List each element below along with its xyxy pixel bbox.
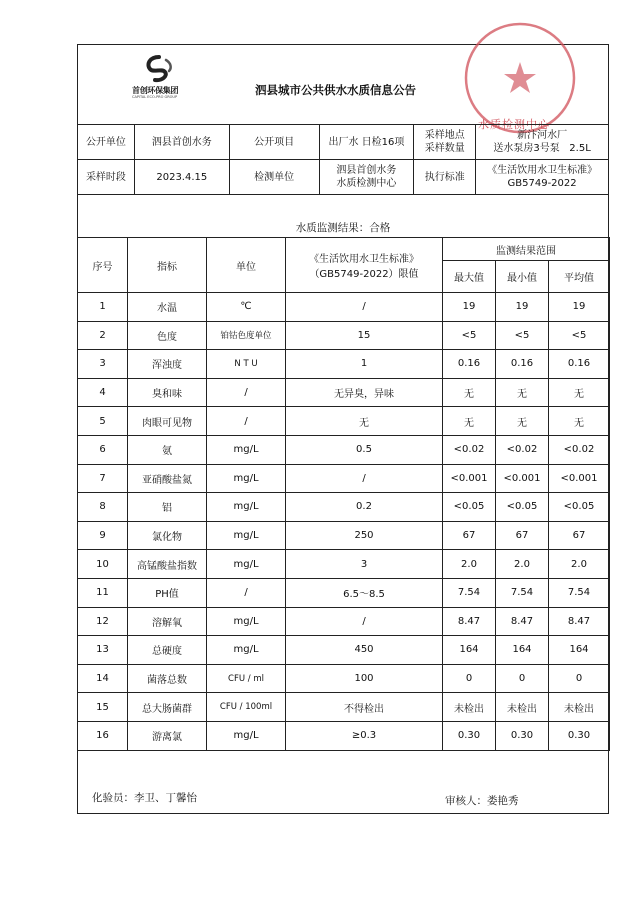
header-limit-line2: （GB5749-2022）限值 bbox=[309, 269, 419, 280]
row-min: 67 bbox=[496, 521, 549, 550]
logo-name: 首创环保集团 bbox=[132, 86, 179, 95]
row-no: 15 bbox=[78, 693, 128, 722]
row-limit: 0.2 bbox=[286, 493, 443, 522]
row-avg: 无 bbox=[549, 407, 610, 436]
header-avg: 平均值 bbox=[549, 261, 610, 293]
row-no: 16 bbox=[78, 721, 128, 750]
row-indicator: 游离氯 bbox=[128, 721, 207, 750]
row-no: 13 bbox=[78, 636, 128, 665]
row-min: 19 bbox=[496, 293, 549, 322]
row-min: 2.0 bbox=[496, 550, 549, 579]
company-logo bbox=[132, 54, 188, 100]
row-min: <0.02 bbox=[496, 435, 549, 464]
row-avg: 无 bbox=[549, 378, 610, 407]
table-row bbox=[78, 693, 610, 722]
page-title: 泗县城市公共供水水质信息公告 bbox=[255, 83, 416, 97]
results-table bbox=[77, 237, 610, 751]
row-unit: CFU / ml bbox=[207, 664, 286, 693]
row-avg: 2.0 bbox=[549, 550, 610, 579]
row-min: 0 bbox=[496, 664, 549, 693]
row-min: <0.05 bbox=[496, 493, 549, 522]
table-row bbox=[78, 607, 610, 636]
row-max: 8.47 bbox=[443, 607, 496, 636]
row-indicator: 肉眼可见物 bbox=[128, 407, 207, 436]
row-no: 14 bbox=[78, 664, 128, 693]
sample-site-value bbox=[476, 125, 609, 160]
row-limit: 1 bbox=[286, 350, 443, 379]
row-max: 164 bbox=[443, 636, 496, 665]
standard-line2: GB5749-2022 bbox=[507, 178, 577, 189]
row-unit: mg/L bbox=[207, 721, 286, 750]
row-max: 0 bbox=[443, 664, 496, 693]
header-indicator: 指标 bbox=[128, 238, 207, 293]
sample-qty: 2.5L bbox=[569, 143, 591, 154]
row-avg: 0.30 bbox=[549, 721, 610, 750]
row-limit: 450 bbox=[286, 636, 443, 665]
table-row bbox=[78, 664, 610, 693]
row-min: 未检出 bbox=[496, 693, 549, 722]
row-avg: <5 bbox=[549, 321, 610, 350]
row-limit: / bbox=[286, 607, 443, 636]
logo-subtitle: CAPITAL ECO-PRO GROUP bbox=[132, 95, 178, 99]
publisher-label: 公开单位 bbox=[78, 125, 135, 160]
header-limit bbox=[286, 238, 443, 293]
row-avg: 164 bbox=[549, 636, 610, 665]
row-indicator: 色度 bbox=[128, 321, 207, 350]
row-max: 无 bbox=[443, 407, 496, 436]
row-max: 7.54 bbox=[443, 578, 496, 607]
row-no: 9 bbox=[78, 521, 128, 550]
row-no: 6 bbox=[78, 435, 128, 464]
table-row bbox=[78, 350, 610, 379]
row-unit: / bbox=[207, 578, 286, 607]
lab-value bbox=[319, 160, 414, 195]
header-min: 最小值 bbox=[496, 261, 549, 293]
row-limit: ≥0.3 bbox=[286, 721, 443, 750]
row-avg: 未检出 bbox=[549, 693, 610, 722]
reviewer-signature: 审核人：娄艳秀 bbox=[445, 795, 519, 807]
row-min: 8.47 bbox=[496, 607, 549, 636]
row-indicator: 氨 bbox=[128, 435, 207, 464]
tester-signature: 化验员：李卫、丁馨怡 bbox=[92, 792, 197, 804]
row-max: <0.02 bbox=[443, 435, 496, 464]
row-limit: 100 bbox=[286, 664, 443, 693]
row-avg: 67 bbox=[549, 521, 610, 550]
row-unit: CFU / 100ml bbox=[207, 693, 286, 722]
results-rows bbox=[78, 293, 610, 751]
row-unit: mg/L bbox=[207, 435, 286, 464]
table-row bbox=[78, 521, 610, 550]
row-unit: mg/L bbox=[207, 521, 286, 550]
row-avg: 0 bbox=[549, 664, 610, 693]
project-value: 出厂水 日检16项 bbox=[319, 125, 414, 160]
row-no: 11 bbox=[78, 578, 128, 607]
table-row bbox=[78, 578, 610, 607]
row-avg: <0.001 bbox=[549, 464, 610, 493]
row-max: <0.05 bbox=[443, 493, 496, 522]
row-avg: <0.05 bbox=[549, 493, 610, 522]
sample-qty-label-text: 采样数量 bbox=[424, 143, 465, 154]
row-indicator: 氯化物 bbox=[128, 521, 207, 550]
sample-site-detail: 送水泵房3号泵 2.5L bbox=[493, 143, 591, 154]
row-max: 2.0 bbox=[443, 550, 496, 579]
logo-icon bbox=[142, 54, 176, 84]
header-no: 序号 bbox=[78, 238, 128, 293]
row-limit: 3 bbox=[286, 550, 443, 579]
row-min: 0.30 bbox=[496, 721, 549, 750]
row-indicator: 总大肠菌群 bbox=[128, 693, 207, 722]
row-limit: / bbox=[286, 293, 443, 322]
row-min: 无 bbox=[496, 378, 549, 407]
row-max: 未检出 bbox=[443, 693, 496, 722]
lab-label: 检测单位 bbox=[229, 160, 319, 195]
header-limit-line1: 《生活饮用水卫生标准》 bbox=[309, 254, 419, 265]
row-avg: 7.54 bbox=[549, 578, 610, 607]
row-min: <0.001 bbox=[496, 464, 549, 493]
row-limit: 无异臭，异味 bbox=[286, 378, 443, 407]
sample-site-label bbox=[414, 125, 476, 160]
row-min: 7.54 bbox=[496, 578, 549, 607]
table-row bbox=[78, 378, 610, 407]
row-indicator: 亚硝酸盐氮 bbox=[128, 464, 207, 493]
table-row bbox=[78, 435, 610, 464]
row-unit: mg/L bbox=[207, 636, 286, 665]
table-row bbox=[78, 550, 610, 579]
seal-text: 水质检测中心 bbox=[478, 118, 550, 131]
row-avg: 8.47 bbox=[549, 607, 610, 636]
sample-site-label-text: 采样地点 bbox=[424, 130, 465, 141]
row-unit: ℃ bbox=[207, 293, 286, 322]
table-row bbox=[78, 321, 610, 350]
table-row bbox=[78, 407, 610, 436]
table-row bbox=[78, 293, 610, 322]
row-indicator: 臭和味 bbox=[128, 378, 207, 407]
row-no: 3 bbox=[78, 350, 128, 379]
row-limit: 6.5～8.5 bbox=[286, 578, 443, 607]
row-limit: 不得检出 bbox=[286, 693, 443, 722]
header-range: 监测结果范围 bbox=[443, 238, 610, 261]
row-no: 5 bbox=[78, 407, 128, 436]
sample-time-label: 采样时段 bbox=[78, 160, 135, 195]
sample-time-value: 2023.4.15 bbox=[134, 160, 229, 195]
row-no: 8 bbox=[78, 493, 128, 522]
row-unit: mg/L bbox=[207, 493, 286, 522]
row-unit: mg/L bbox=[207, 550, 286, 579]
header-unit: 单位 bbox=[207, 238, 286, 293]
row-min: <5 bbox=[496, 321, 549, 350]
row-indicator: 水温 bbox=[128, 293, 207, 322]
table-row bbox=[78, 636, 610, 665]
header-max: 最大值 bbox=[443, 261, 496, 293]
row-max: <5 bbox=[443, 321, 496, 350]
row-unit: / bbox=[207, 407, 286, 436]
standard-value bbox=[476, 160, 609, 195]
official-seal bbox=[438, 16, 598, 134]
row-no: 4 bbox=[78, 378, 128, 407]
row-indicator: 总硬度 bbox=[128, 636, 207, 665]
row-indicator: 浑浊度 bbox=[128, 350, 207, 379]
row-no: 2 bbox=[78, 321, 128, 350]
row-max: <0.001 bbox=[443, 464, 496, 493]
standard-label: 执行标准 bbox=[414, 160, 476, 195]
row-unit: mg/L bbox=[207, 464, 286, 493]
row-min: 0.16 bbox=[496, 350, 549, 379]
row-max: 无 bbox=[443, 378, 496, 407]
row-no: 12 bbox=[78, 607, 128, 636]
row-indicator: PH值 bbox=[128, 578, 207, 607]
row-indicator: 菌落总数 bbox=[128, 664, 207, 693]
project-label: 公开项目 bbox=[229, 125, 319, 160]
table-row bbox=[78, 464, 610, 493]
lab-line1: 泗县首创水务 bbox=[336, 165, 397, 176]
table-row bbox=[78, 493, 610, 522]
row-limit: 无 bbox=[286, 407, 443, 436]
row-indicator: 铝 bbox=[128, 493, 207, 522]
row-avg: 19 bbox=[549, 293, 610, 322]
row-no: 10 bbox=[78, 550, 128, 579]
row-limit: 250 bbox=[286, 521, 443, 550]
row-limit: / bbox=[286, 464, 443, 493]
row-max: 0.30 bbox=[443, 721, 496, 750]
row-avg: 0.16 bbox=[549, 350, 610, 379]
row-min: 无 bbox=[496, 407, 549, 436]
row-indicator: 溶解氧 bbox=[128, 607, 207, 636]
row-unit: mg/L bbox=[207, 607, 286, 636]
row-max: 0.16 bbox=[443, 350, 496, 379]
row-limit: 0.5 bbox=[286, 435, 443, 464]
table-row bbox=[78, 721, 610, 750]
row-no: 7 bbox=[78, 464, 128, 493]
info-table bbox=[77, 124, 609, 195]
result-summary: 水质监测结果：合格 bbox=[295, 222, 391, 234]
row-unit: N T U bbox=[207, 350, 286, 379]
row-avg: <0.02 bbox=[549, 435, 610, 464]
row-min: 164 bbox=[496, 636, 549, 665]
row-indicator: 高锰酸盐指数 bbox=[128, 550, 207, 579]
row-max: 19 bbox=[443, 293, 496, 322]
standard-line1: 《生活饮用水卫生标准》 bbox=[487, 165, 598, 176]
row-no: 1 bbox=[78, 293, 128, 322]
sample-site: 新汴河水厂 bbox=[517, 130, 568, 141]
row-max: 67 bbox=[443, 521, 496, 550]
row-unit: / bbox=[207, 378, 286, 407]
row-limit: 15 bbox=[286, 321, 443, 350]
lab-line2: 水质检测中心 bbox=[336, 178, 397, 189]
publisher-value: 泗县首创水务 bbox=[134, 125, 229, 160]
row-unit: 铂钴色度单位 bbox=[207, 321, 286, 350]
